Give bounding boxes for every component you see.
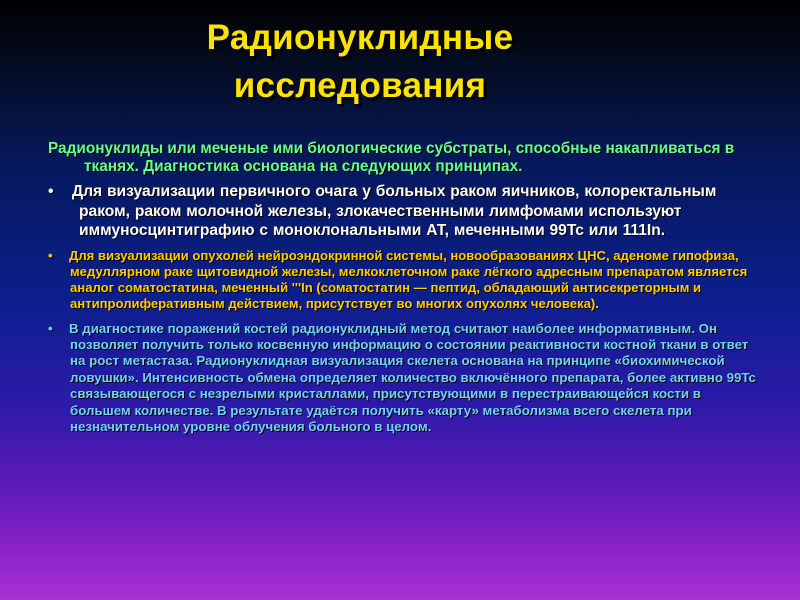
slide-title-line-1: Радионуклидные [206,18,514,57]
bullet-text-3: В диагностике поражений костей радионуклидный метод считают наиболее информативным. Он позволяет получить только косвенную информацию о состоянии реактивности костной ткани в ответ на рост метастаза. Радионуклидная визуализация скелета основана на принципе «биохимической ловушки». Интенсивность обмена определяет количество включённого препарата, более активно 99Tc связывающегося с незрелыми кристаллами, присутствующими в перестраивающейся кости в большем количестве. В результате удаётся получить «карту» метаболизма всего скелета при незначительном уровне облучения больного в целом. [69,320,756,434]
slide-title [0,14,720,110]
slide-title-line-2: исследования [233,66,487,105]
bullet-item-bone-scan [48,321,762,436]
slide-content [48,140,762,435]
bullet-text-1: Для визуализации первичного очага у больных раком яичников, колоректальным раком, раком молочной железы, злокачественными лимфомами используют иммуносцинтиграфию с моноклональными АТ, меченными 99Tc или 111In. [72,183,717,239]
bullet-text-2: Для визуализации опухолей нейроэндокринной системы, новообразованиях ЦНС, аденоме гипофиза, медуллярном раке щитовидной железы, мелкоклеточном раке лёгкого адресным препаратом является аналог соматостатина, меченный '''In (соматостатин — пептид, обладающий антисекреторным и антипролиферативным действием, присутствует во многих опухолях человека). [69,247,748,311]
bullet-item-neuroendocrine [48,248,762,312]
bullet-marker-1: • [48,183,54,200]
bullet-marker-3: • [48,320,53,336]
bullet-marker-2: • [48,247,53,263]
bullet-item-immunoscintigraphy [48,182,762,241]
intro-paragraph: Радионуклиды или меченые ими биологические субстраты, способные накапливаться в тканях. Диагностика основана на следующих принципах. [48,140,735,175]
